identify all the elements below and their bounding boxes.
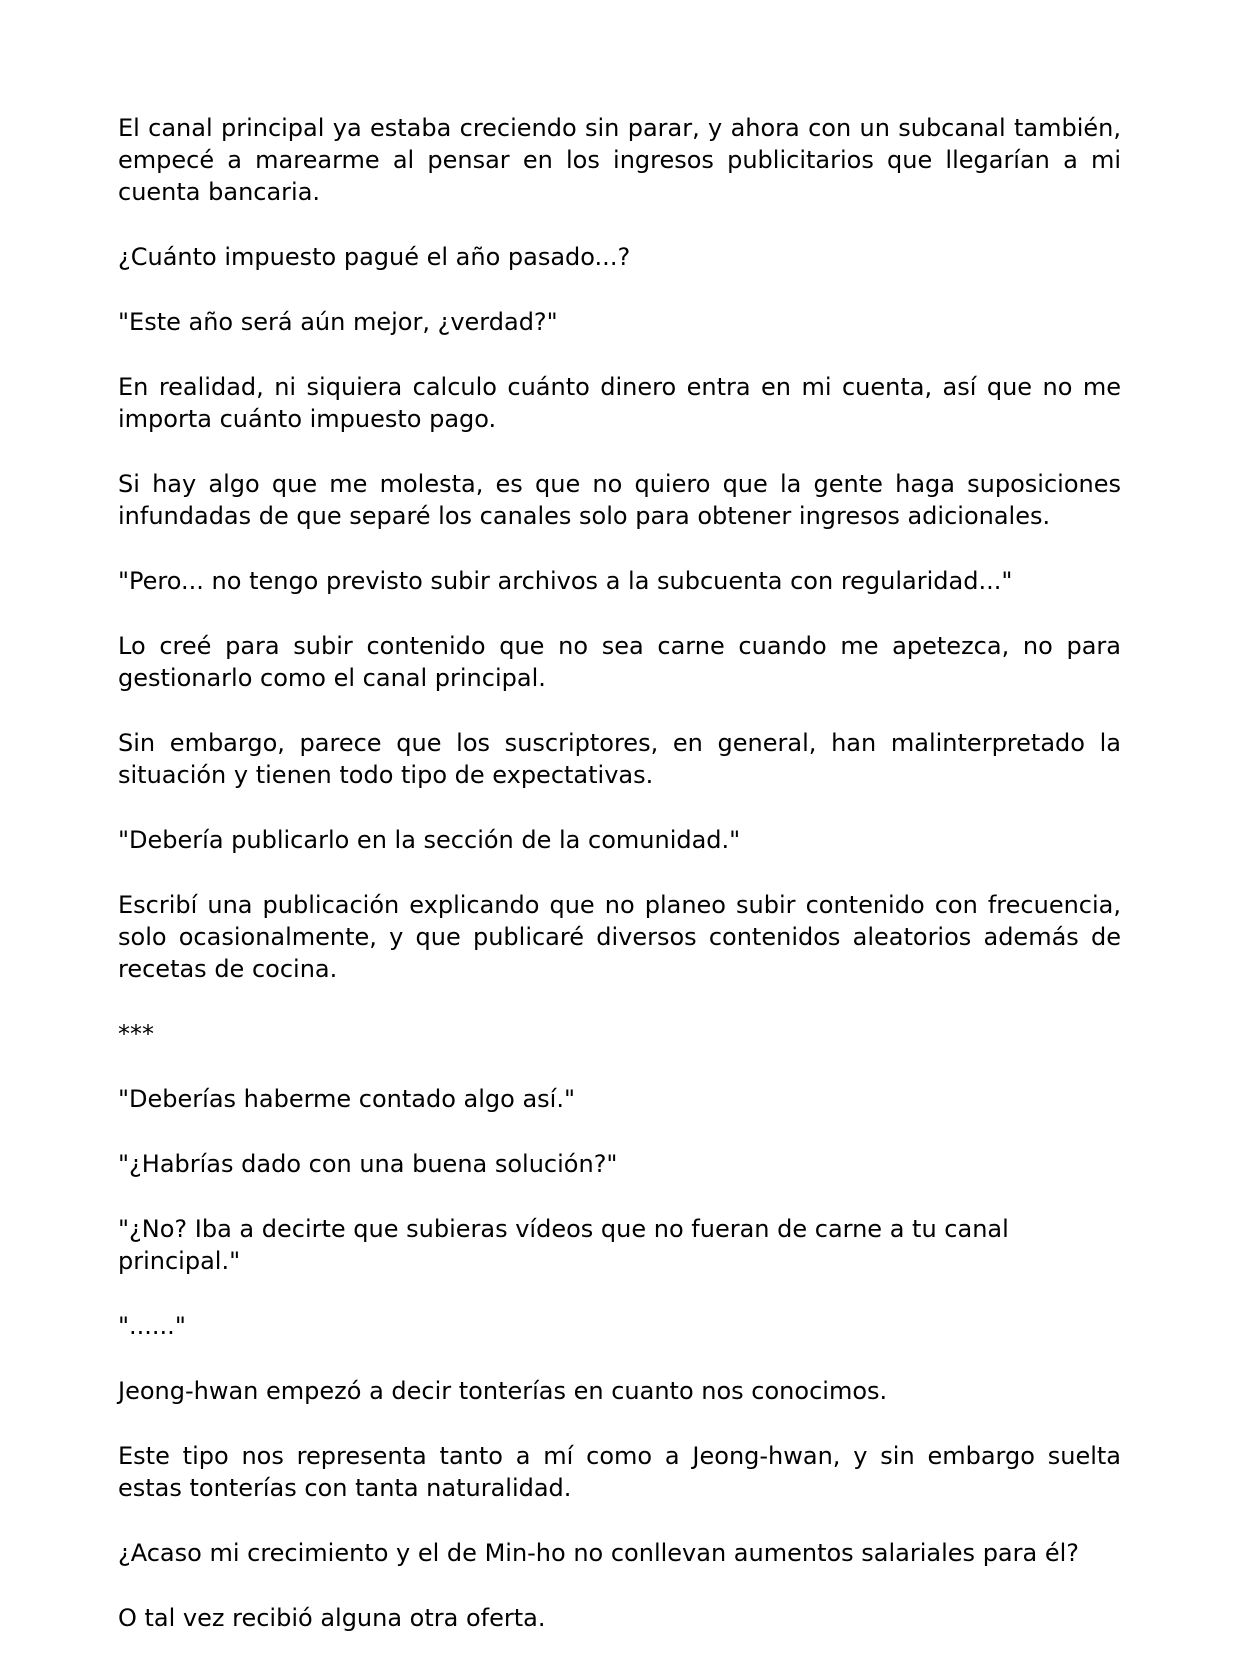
paragraph: O tal vez recibió alguna otra oferta.	[118, 1604, 546, 1632]
paragraph: "¿Habrías dado con una buena solución?"	[118, 1150, 618, 1178]
paragraph: "Debería publicarlo en la sección de la comunidad."	[118, 826, 741, 854]
paragraph: ¿Acaso mi crecimiento y el de Min-ho no conllevan aumentos salariales para él?	[118, 1539, 1080, 1567]
paragraph: En realidad, ni siquiera calculo cuánto dinero entra en mi cuenta, así que no me importa cuánto impuesto pago.	[118, 373, 1121, 433]
paragraph: Sin embargo, parece que los suscriptores, en general, han malinterpretado la situación y tienen todo tipo de expectativas.	[118, 729, 1121, 789]
paragraph: Este tipo nos representa tanto a mí como a Jeong-hwan, y sin embargo suelta estas tonterías con tanta naturalidad.	[118, 1442, 1121, 1502]
paragraph: "Pero... no tengo previsto subir archivos a la subcuenta con regularidad..."	[118, 567, 1013, 595]
paragraph: El canal principal ya estaba creciendo sin parar, y ahora con un subcanal también, empecé a marearme al pensar en los ingresos publicitarios que llegarían a mi cuenta bancaria.	[118, 114, 1121, 206]
paragraph: Si hay algo que me molesta, es que no quiero que la gente haga suposiciones infundadas de que separé los canales solo para obtener ingresos adicionales.	[118, 470, 1121, 530]
paragraph: "......"	[118, 1312, 186, 1340]
paragraph: Lo creé para subir contenido que no sea carne cuando me apetezca, no para gestionarlo como el canal principal.	[118, 632, 1121, 692]
section-break: ***	[118, 1020, 154, 1048]
document-body	[118, 112, 1121, 1667]
paragraph: "Deberías haberme contado algo así."	[118, 1085, 576, 1113]
paragraph: ¿Cuánto impuesto pagué el año pasado...?	[118, 243, 631, 271]
paragraph: Escribí una publicación explicando que no planeo subir contenido con frecuencia, solo ocasionalmente, y que publicaré diversos contenidos aleatorios además de recetas de cocina.	[118, 891, 1121, 983]
paragraph: "Este año será aún mejor, ¿verdad?"	[118, 308, 558, 336]
paragraph: "¿No? Iba a decirte que subieras vídeos que no fueran de carne a tu canal principal."	[118, 1215, 1009, 1275]
paragraph: Jeong-hwan empezó a decir tonterías en cuanto nos conocimos.	[118, 1377, 888, 1405]
